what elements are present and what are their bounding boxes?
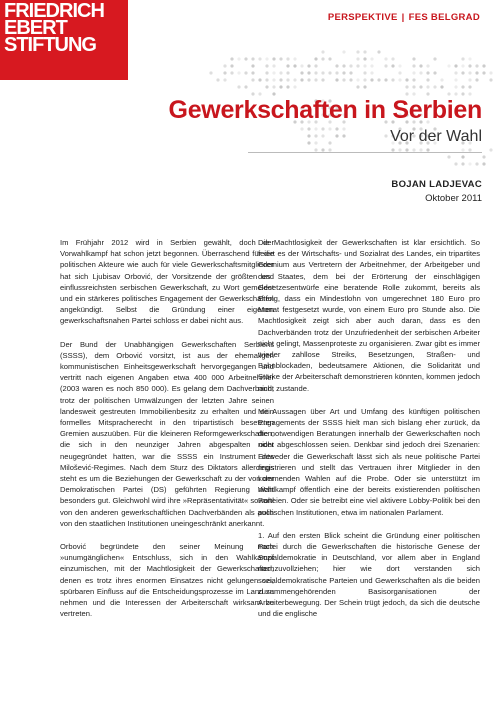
logo-line: FRIEDRICH — [4, 0, 104, 22]
logo-line: EBERT — [4, 17, 67, 39]
paragraph: Im Frühjahr 2012 wird in Serbien gewählt, doch der Vorwahlkampf hat schon jetzt begonnen. Überraschend für die politischen Akteure wie auch für viele Gewerkschaftsmitglieder hat sich Ljubisav Orbović, der Vorsitzende der größten und einflussreichsten serbischen Gewerkschaft, zu Wort gemeldet und ein stärkeres politisches Engagement der Gewerkschaften angekündigt. Selbst die Gründung einer eigenen gewerkschaftsnahen Partei schloss er dabei nicht aus. — [60, 238, 274, 326]
paragraph: Die Machtlosigkeit der Gewerkschaften ist klar ersichtlich. So feiert es der Wirtschafts- und Sozialrat des Landes, ein tripartites Gremium aus Vertretern der Arbeitnehmer, der Arbeitgeber und des Staates, dem bei der Erörterung der einschlägigen Gesetzesentwürfe eine beratende Rolle zukommt, bereits als Erfolg, dass ein Mindestlohn von umgerechnet 180 Euro pro Monat festgesetzt wurde, von einem Euro pro Stunde also. Die Machtlosigkeit zeigt sich aber auch daran, dass es den Dachverbänden trotz der Unzufriedenheit der serbischen Arbeiter nicht gelingt, Massenproteste zu organisieren. Zwar gibt es immer wieder zahllose Streiks, Besetzungen, Straßen- und Bahnblockaden, bedeutsamere Aktionen, die Solidarität und Stärke der Arbeiterschaft demonstrieren könnten, kommen jedoch nicht zustande. — [258, 238, 480, 393]
publication-date: Oktober 2011 — [425, 193, 482, 204]
paragraph: Der Bund der Unabhängigen Gewerkschaften Serbiens (SSSS), dem Orbović vorsitzt, ist aus der ehemaligen kommunistischen Einheitsgewerkschaft hervorgegangen und vertritt nach eigenen Angaben etwa 400 000 Arbeitnehmer (2003 waren es noch 850 000). Es gelang dem Dachverband, trotz der politischen Umwälzungen der letzten Jahre seinen landesweit gestreuten Immobilienbesitz zu erhalten und sein formelles Mitspracherecht in den tripartistisch besetzten Gremien auszuüben. Für die kleineren Reformgewerkschaften, die sich in den neunziger Jahren abgespalten oder neugegründet hatten, war die SSSS ein Instrument des Milošević-Regimes. Nach dem Sturz des Diktators allerdings steht es um die Beziehungen der Gewerkschaft zu der von der Demokratischen Partei (DS) geführten Regierung nicht besonders gut. Gleichwohl wird ihre »Repräsentativität« sowohl von den anderen gewerkschaftlichen Dachverbänden als auch von den staatlichen Institutionen uneingeschränkt anerkannt. — [60, 339, 274, 528]
paragraph: Mit Aussagen über Art und Umfang des künftigen politischen Engagements der SSSS hielt man sich bislang eher zurück, da die notwendigen Beratungen innerhalb der Gewerkschaften noch nicht abgeschlossen seien. Denkbar sind jedoch drei Szenarien: Entweder die Gewerkschaft lässt sich als neue politische Partei registrieren und stellt das Vertrauen ihrer Mitglieder in den kommenden Wahlen auf die Probe. Oder sie unterstützt im Wahlkampf öffentlich eine der bereits existierenden politischen Parteien. Oder sie betreibt eine viel aktivere Lobby-Politik bei den politischen Institutionen, etwa im nationalen Parlament. — [258, 406, 480, 517]
paragraph: 1. Auf den ersten Blick scheint die Gründung einer politischen Partei durch die Gewerkschaften die historische Genese der Sozialdemokratie in Deutschland, vor allem aber in England nachzuvollziehen; hier wie dort verstanden sich sozialdemokratische Parteien und Gewerkschaften als die beiden zusammengehörenden Basisorganisationen der Arbeiterbewegung. Der Schein trügt jedoch, da sich die deutsche und die englische — [258, 530, 480, 619]
logo — [0, 0, 128, 80]
title-divider — [248, 152, 482, 153]
paragraph: Orbović begründete den seiner Meinung nach »unumgänglichen« Entschluss, sich in den Wahlkampf einzumischen, mit der Machtlosigkeit der Gewerkschaften, denen es trotz ihres enormen Einsatzes nicht gelungen sei, spürbaren Einfluss auf die Entscheidungsprozesse im Land zu nehmen und die Interessen der Arbeiterschaft wirksam zu vertreten. — [60, 542, 274, 619]
page-subtitle: Vor der Wahl — [390, 128, 482, 145]
left-column — [60, 237, 274, 632]
page-title: Gewerkschaften in Serbien — [168, 96, 482, 124]
author: BOJAN LADJEVAC — [391, 179, 482, 190]
office-name: FES BELGRAD — [408, 12, 480, 23]
series-name: PERSPEKTIVE — [327, 12, 398, 23]
logo-line: STIFTUNG — [4, 34, 96, 56]
logo-wordmark — [4, 0, 104, 56]
right-column — [258, 237, 480, 632]
series-header — [328, 12, 480, 23]
header-separator: | — [401, 12, 405, 23]
